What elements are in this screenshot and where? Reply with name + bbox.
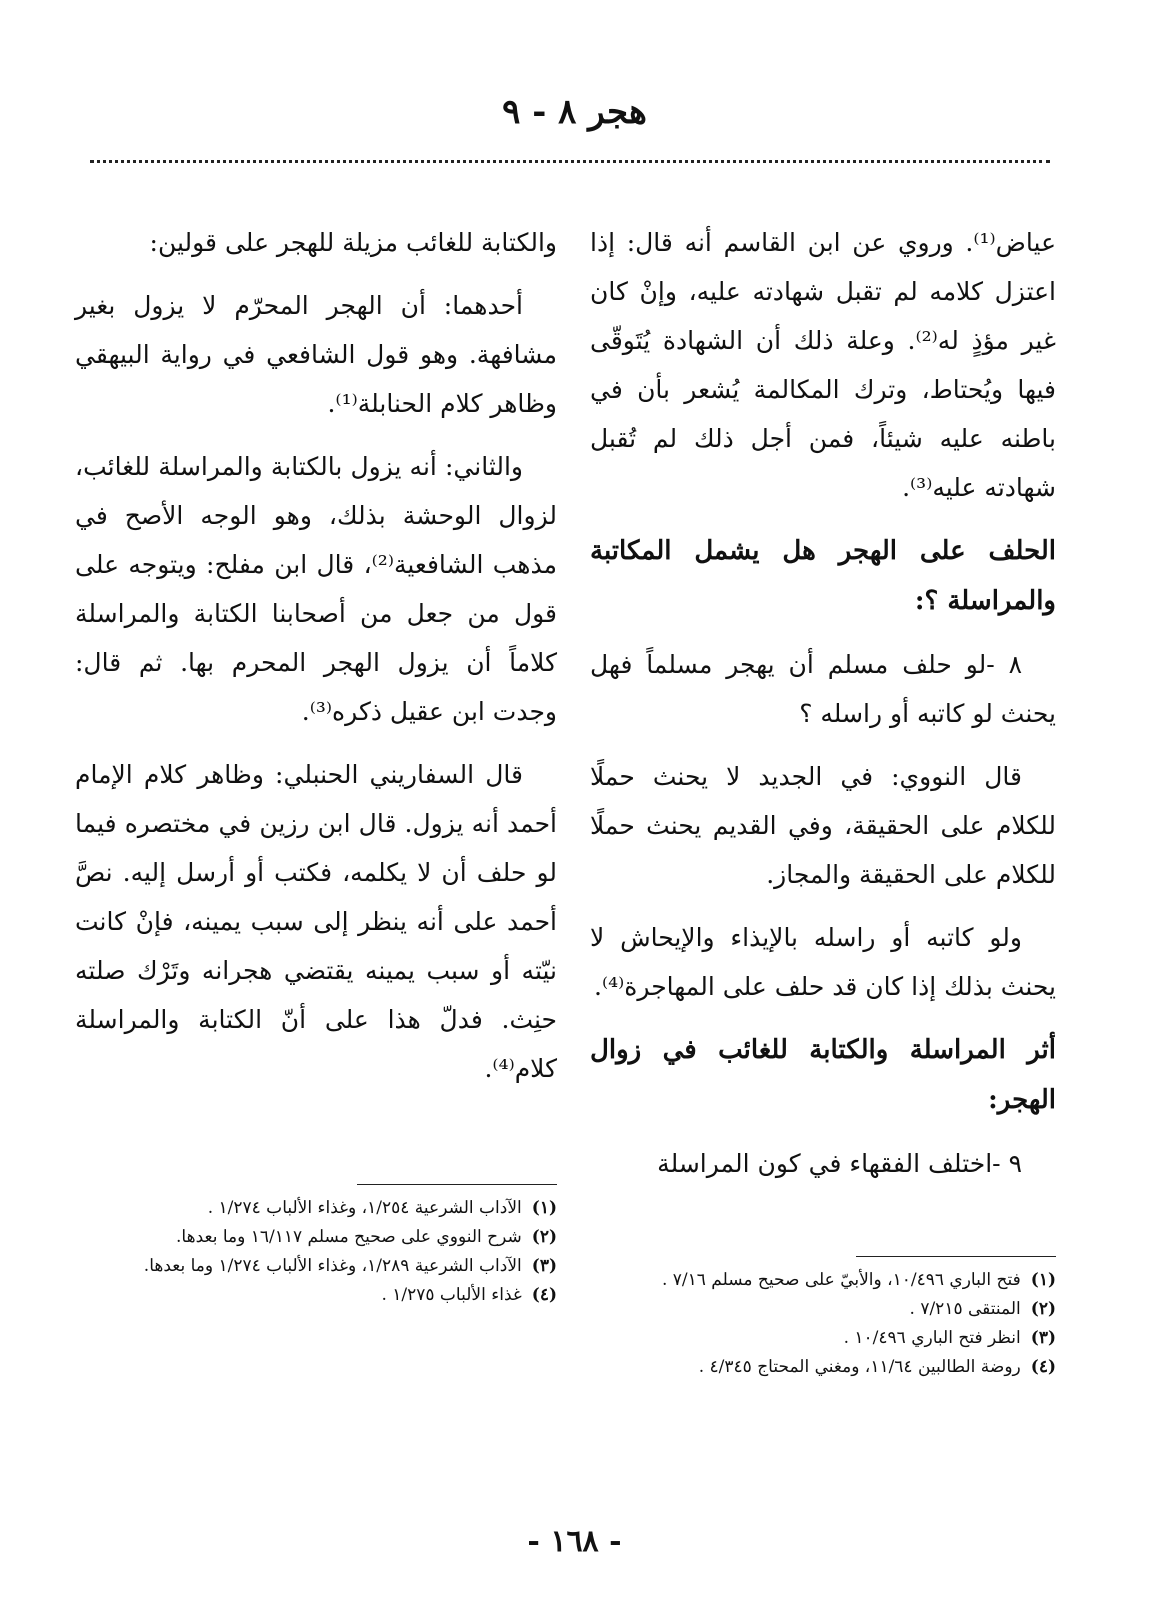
footnote-number: (٢) — [531, 1227, 557, 1247]
page-title: هجر ٨ - ٩ — [502, 92, 647, 132]
footnote-item — [590, 1354, 1056, 1381]
footnote-item — [590, 1267, 1056, 1294]
footnotes-left — [75, 1184, 557, 1311]
footnote-number: (٤) — [1030, 1357, 1056, 1377]
footnote-item — [590, 1296, 1056, 1323]
footnote-text: الآداب الشرعية ١/٢٥٤، وغذاء الألباب ١/٢٧٤ . — [207, 1198, 522, 1218]
footnote-text: روضة الطالبين ١١/٦٤، ومغني المحتاج ٤/٣٤٥ . — [698, 1357, 1021, 1377]
paragraph: ٨ -لو حلف مسلم أن يهجر مسلماً فهل يحنث لو كاتبه أو راسله ؟ — [590, 650, 1056, 728]
footnote-divider — [856, 1256, 1056, 1257]
paragraph: قال السفاريني الحنبلي: وظاهر كلام الإمام أحمد أنه يزول. قال ابن رزين في مختصره فيما لو حلف أن لا يكلمه، فكتب أو أرسل إليه. نصَّ أحمد على أنه ينظر إلى سبب يمينه، فإنْ كانت نيّته أو سبب يمينه يقتضي هجرانه وتَرْك صلته حنِث. فدلّ هذا على أنّ الكتابة والمراسلة كلام⁽⁴⁾. — [75, 760, 557, 1083]
paragraph: ٩ -اختلف الفقهاء في كون المراسلة — [657, 1149, 1022, 1178]
paragraph: عياض⁽¹⁾. وروي عن ابن القاسم أنه قال: إذا اعتزل كلامه لم تقبل شهادته عليه، وإنْ كان غير مؤذٍ له⁽²⁾. وعلة ذلك أن الشهادة يُتَوقّى فيها ويُحتاط، وترك المكالمة يُشعر بأن في باطنه عليه شيئاً، فمن أجل ذلك لم تُقبل شهادته عليه⁽³⁾. — [590, 228, 1057, 502]
footnote-text: المنتقى ٧/٢١٥ . — [909, 1299, 1021, 1319]
right-text-column — [590, 218, 1056, 1202]
footnote-text: انظر فتح الباري ١٠/٤٩٦ . — [843, 1328, 1021, 1348]
section-heading: أثر المراسلة والكتابة للغائب في زوال الهجر: — [590, 1035, 1056, 1115]
paragraph: والثاني: أنه يزول بالكتابة والمراسلة للغائب، لزوال الوحشة بذلك، وهو الوجه الأصح في مذهب الشافعية⁽²⁾، قال ابن مفلح: ويتوجه على قول من جعل من أصحابنا الكتابة والمراسلة كلاماً أن يزول الهجر المحرم بها. ثم قال: وجدت ابن عقيل ذكره⁽³⁾. — [75, 452, 557, 726]
paragraph: قال النووي: في الجديد لا يحنث حملًا للكلام على الحقيقة، وفي القديم يحنث حملًا للكلام على الحقيقة والمجاز. — [590, 762, 1056, 889]
footnote-number: (٣) — [1030, 1328, 1056, 1348]
footnote-item — [75, 1195, 557, 1222]
footnote-text: الآداب الشرعية ١/٢٨٩، وغذاء الألباب ١/٢٧٤ وما بعدها. — [143, 1256, 522, 1276]
footnote-number: (١) — [1030, 1270, 1056, 1290]
page-number: - ١٦٨ - — [527, 1524, 622, 1559]
footnote-item — [590, 1325, 1056, 1352]
footnote-number: (٢) — [1030, 1299, 1056, 1319]
footnote-number: (١) — [531, 1198, 557, 1218]
footnote-item — [75, 1282, 557, 1309]
paragraph: أحدهما: أن الهجر المحرّم لا يزول بغير مشافهة. وهو قول الشافعي في رواية البيهقي وظاهر كلام الحنابلة⁽¹⁾. — [75, 291, 557, 418]
footnote-divider — [357, 1184, 557, 1185]
footnote-text: فتح الباري ١٠/٤٩٦، والأبيّ على صحيح مسلم ٧/١٦ . — [661, 1270, 1021, 1290]
footnote-number: (٤) — [531, 1285, 557, 1305]
left-text-column — [75, 218, 557, 1107]
footnote-item — [75, 1224, 557, 1251]
footnote-number: (٣) — [531, 1256, 557, 1276]
footnote-text: شرح النووي على صحيح مسلم ١٦/١١٧ وما بعدها. — [176, 1227, 522, 1247]
footnotes-right — [590, 1256, 1056, 1383]
footnote-item — [75, 1253, 557, 1280]
header-dotted-divider — [90, 160, 1050, 163]
paragraph: ولو كاتبه أو راسله بالإيذاء والإيحاش لا يحنث بذلك إذا كان قد حلف على المهاجرة⁽⁴⁾. — [590, 923, 1056, 1001]
footnote-text: غذاء الألباب ١/٢٧٥ . — [381, 1285, 522, 1305]
section-heading: الحلف على الهجر هل يشمل المكاتبة والمراسلة ؟: — [590, 536, 1056, 616]
paragraph: والكتابة للغائب مزيلة للهجر على قولين: — [149, 228, 557, 257]
